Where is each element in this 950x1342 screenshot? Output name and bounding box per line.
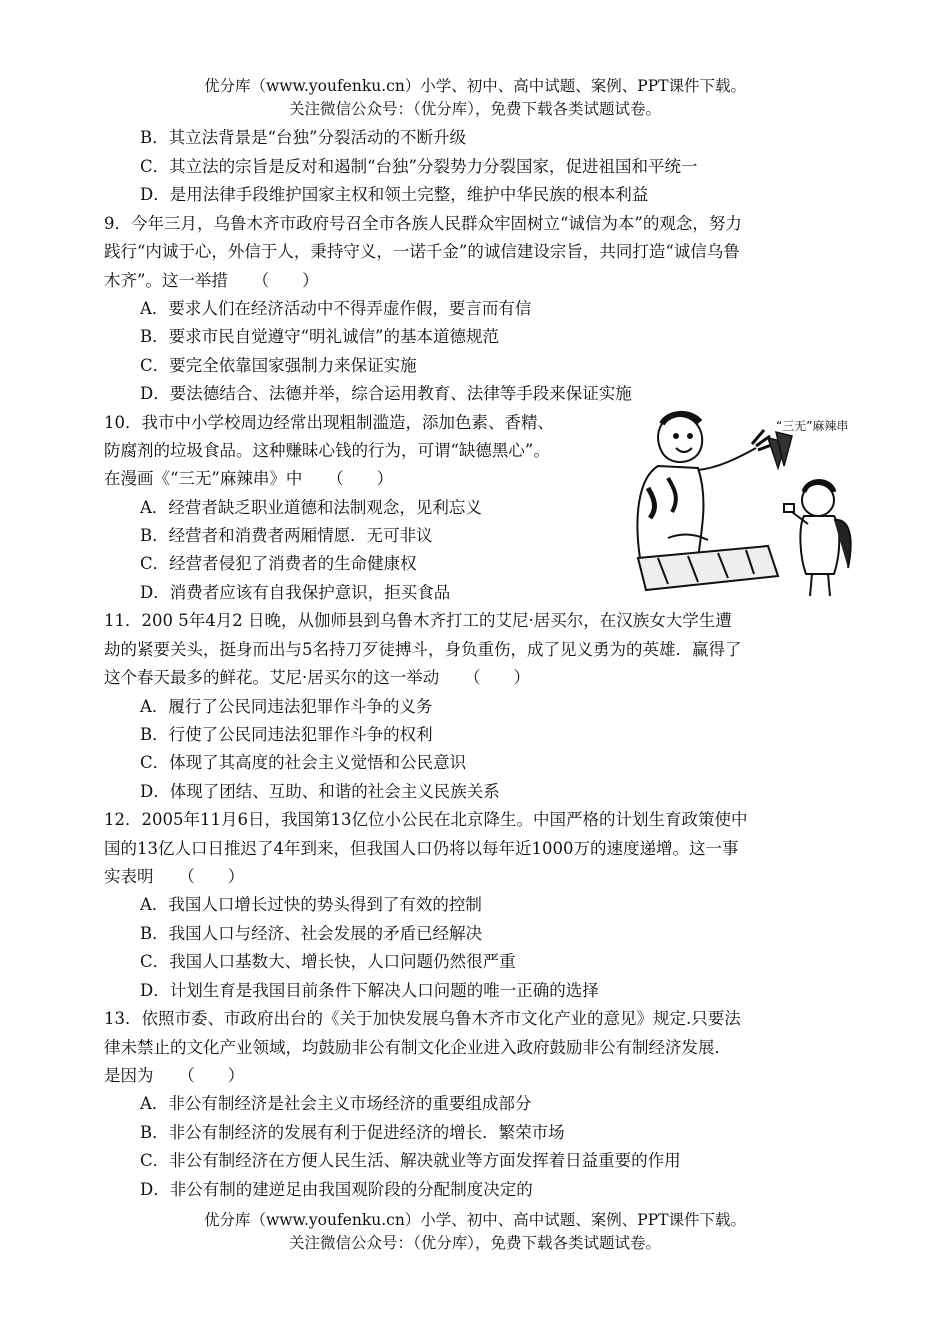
prev-option-d: D．是用法律手段维护国家主权和领土完整，维护中华民族的根本利益: [140, 185, 649, 204]
q10-stem-line-2: 防腐剂的垃圾食品。这种赚昧心钱的行为，可谓“缺德黑心”。: [104, 441, 550, 460]
q13-option-b: B．非公有制经济的发展有利于促进经济的增长．繁荣市场: [140, 1123, 565, 1142]
q13-stem-line-1: 13．依照市委、市政府出台的《关于加快发展乌鲁木齐市文化产业的意见》规定.只要法: [104, 1009, 741, 1028]
q11-option-c: C．体现了其高度的社会主义觉悟和公民意识: [140, 753, 467, 772]
q11-stem-line-1: 11．200 5年4月2 日晚，从伽师县到乌鲁木齐打工的艾尼·居买尔，在汉族女大学生遭: [104, 611, 732, 630]
q10-option-b: B．经营者和消费者两厢情愿．无可非议: [140, 526, 433, 545]
q13-option-d: D．非公有制的建逆足由我国观阶段的分配制度决定的: [140, 1180, 533, 1199]
prev-option-b: B．其立法背景是“台独”分裂活动的不断升级: [140, 128, 466, 147]
q11-option-b: B．行使了公民同违法犯罪作斗争的权利: [140, 725, 433, 744]
q9-option-a: A．要求人们在经济活动中不得弄虚作假，要言而有信: [140, 299, 532, 318]
q10-stem-line-3: 在漫画《“三无”麻辣串》中 （ ）: [104, 469, 394, 488]
footer-line-2: 关注微信公众号：（优分库），免费下载各类试题试卷。: [288, 1234, 661, 1252]
q12-option-c: C．我国人口基数大、增长快，人口问题仍然很严重: [140, 952, 516, 971]
child-figure: [784, 482, 851, 597]
q13-option-c: C．非公有制经济在方便人民生活、解决就业等方面发挥着日益重要的作用: [140, 1151, 681, 1170]
q10-option-c: C．经营者侵犯了消费者的生命健康权: [140, 554, 417, 573]
q12-stem-line-1: 12．2005年11月6日，我国第13亿位小公民在北京降生。中国严格的计划生育政策使中: [104, 810, 748, 829]
q11-option-a: A．履行了公民同违法犯罪作斗争的义务: [140, 697, 433, 716]
prev-option-c: C．其立法的宗旨是反对和遏制“台独”分裂势力分裂国家，促进祖国和平统一: [140, 157, 698, 176]
header-line-1: 优分库（www.youfenku.cn）小学、初中、高中试题、案例、PPT课件下载。: [203, 77, 747, 95]
q9-option-c: C．要完全依靠国家强制力来保证实施: [140, 356, 417, 375]
q9-stem-line-1: 9．今年三月，乌鲁木齐市政府号召全市各族人民群众牢固树立“诚信为本”的观念，努力: [104, 214, 742, 233]
q9-stem-line-3: 木齐”。这一举措 （ ）: [104, 271, 319, 290]
q11-stem-line-2: 劫的紧要关头，挺身而出与5名持刀歹徒搏斗，身负重伤，成了见义勇为的英雄．赢得了: [104, 640, 742, 659]
header-line-2: 关注微信公众号：（优分库），免费下载各类试题试卷。: [288, 100, 661, 118]
q12-stem-line-3: 实表明 （ ）: [104, 867, 245, 886]
q9-stem-line-2: 践行“内诚于心，外信于人，秉持守义，一诺千金”的诚信建设宗旨，共同打造“诚信乌鲁: [104, 242, 740, 261]
q12-option-b: B．我国人口与经济、社会发展的矛盾已经解决: [140, 924, 483, 943]
skewers: [768, 432, 792, 468]
q12-stem-line-2: 国的13亿人口日推迟了4年到来，但我国人口仍将以每年近1000万的速度递增。这一事: [104, 839, 739, 858]
cartoon-caption: “三无”麻辣串: [776, 419, 849, 433]
q13-stem-line-2: 律未禁止的文化产业领域，均鼓励非公有制文化企业进入政府鼓励非公有制经济发展．: [104, 1038, 731, 1057]
footer-line-1: 优分库（www.youfenku.cn）小学、初中、高中试题、案例、PPT课件下载。: [203, 1211, 747, 1229]
q11-option-d: D．体现了团结、互助、和谐的社会主义民族关系: [140, 782, 500, 801]
vendor-figure: [637, 414, 774, 558]
q11-stem-line-3: 这个春天最多的鲜花。艾尼·居买尔的这一举动 （ ）: [104, 668, 530, 687]
q10-option-d: D．消费者应该有自我保护意识，拒买食品: [140, 583, 451, 602]
q12-option-d: D．计划生育是我国目前条件下解决人口问题的唯一正确的选择: [140, 981, 599, 1000]
q10-option-a: A．经营者缺乏职业道德和法制观念，见利忘义: [140, 498, 482, 517]
q13-stem-line-3: 是因为 （ ）: [104, 1066, 245, 1085]
q12-option-a: A．我国人口增长过快的势头得到了有效的控制: [140, 895, 482, 914]
cartoon-illustration: [628, 408, 866, 598]
q9-option-d: D．要法德结合、法德并举，综合运用教育、法律等手段来保证实施: [140, 384, 632, 403]
q9-option-b: B．要求市民自觉遵守“明礼诚信”的基本道德规范: [140, 327, 499, 346]
cartoon-drawing: [628, 408, 866, 598]
q10-stem-line-1: 10．我市中小学校周边经常出现粗制滥造，添加色素、香精、: [104, 413, 554, 432]
q13-option-a: A．非公有制经济是社会主义市场经济的重要组成部分: [140, 1094, 532, 1113]
